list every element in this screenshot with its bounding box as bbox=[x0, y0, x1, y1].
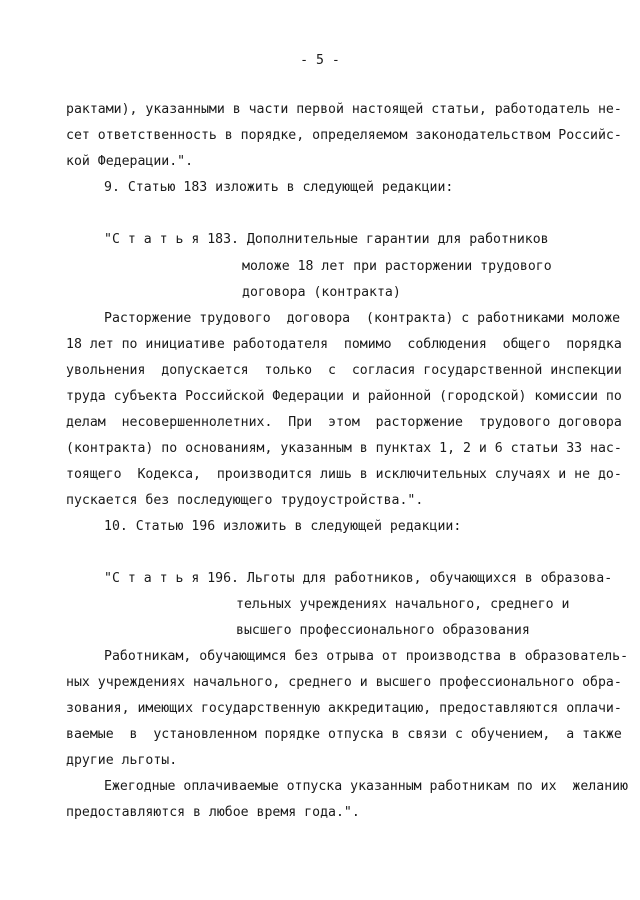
text-line: ных учреждениях начального, среднего и высшего профессионального обра- bbox=[66, 675, 622, 690]
text-line: рактами), указанными в части первой настоящей статьи, работодатель не- bbox=[66, 102, 622, 117]
article-heading: "С т а т ь я 183. Дополнительные гарантии для работников bbox=[104, 232, 549, 247]
text-line: (контракта) по основаниям, указанным в пунктах 1, 2 и 6 статьи 33 нас- bbox=[66, 441, 622, 456]
section-heading: 9. Статью 183 изложить в следующей редакции: bbox=[104, 180, 454, 195]
text-line: предоставляются в любое время года.". bbox=[66, 805, 360, 820]
text-line: Ежегодные оплачиваемые отпуска указанным работникам по их желанию bbox=[104, 779, 629, 794]
text-line: кой Федерации.". bbox=[66, 154, 194, 169]
article-heading: "С т а т ь я 196. Льготы для работников, обучающихся в образова- bbox=[104, 571, 613, 586]
text-line: другие льготы. bbox=[66, 753, 178, 768]
text-line: Расторжение трудового договора (контракта) с работниками моложе bbox=[104, 311, 621, 326]
text-line: увольнения допускается только с согласия государственной инспекции bbox=[66, 363, 622, 378]
article-heading-cont: тельных учреждениях начального, среднего и bbox=[236, 597, 570, 612]
text-line: Работникам, обучающимся без отрыва от производства в образователь- bbox=[104, 649, 629, 664]
page-number: - 5 - bbox=[300, 53, 340, 68]
text-line: пускается без последующего трудоустройства.". bbox=[66, 493, 424, 508]
article-heading-cont: договора (контракта) bbox=[242, 285, 401, 300]
text-line: делам несовершеннолетних. При этом расторжение трудового договора bbox=[66, 415, 622, 430]
text-line: сет ответственность в порядке, определяемом законодательством Российс- bbox=[66, 128, 622, 143]
text-line: ваемые в установленном порядке отпуска в связи с обучением, а также bbox=[66, 727, 622, 742]
article-heading-cont: высшего профессионального образования bbox=[236, 623, 530, 638]
text-line: тоящего Кодекса, производится лишь в исключительных случаях и не до- bbox=[66, 467, 622, 482]
text-line: 18 лет по инициативе работодателя помимо соблюдения общего порядка bbox=[66, 337, 622, 352]
section-heading: 10. Статью 196 изложить в следующей редакции: bbox=[104, 519, 462, 534]
article-heading-cont: моложе 18 лет при расторжении трудового bbox=[242, 259, 552, 274]
text-line: труда субъекта Российской Федерации и районной (городской) комиссии по bbox=[66, 389, 622, 404]
text-line: зования, имеющих государственную аккредитацию, предоставляются оплачи- bbox=[66, 701, 622, 716]
